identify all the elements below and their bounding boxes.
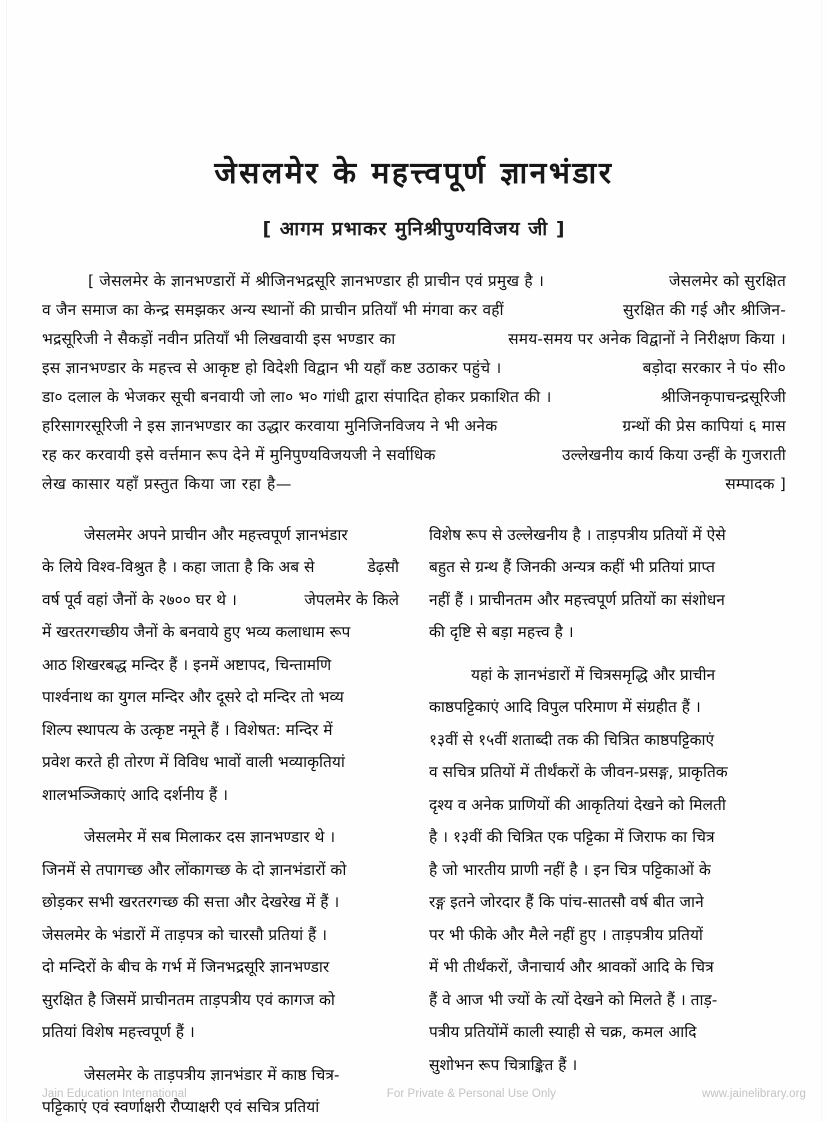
body-line [429,886,786,919]
body-line [42,714,399,747]
body-line [429,756,786,789]
line-text: जेसलमेर के भंडारों में ताड़पत्र को चारसौ प्रतियां हैं । [42,925,328,944]
line-text: दृश्य व अनेक प्राणियों की आकृतियां देखने को मिलती [429,795,726,814]
line-text-tail: डेढ़सौ [367,558,399,576]
line-text-tail: सुरक्षित की गई और श्रीजिन- [622,300,786,319]
body-column-left [42,519,399,1122]
page-title: जेसलमेर के महत्त्वपूर्ण ज्ञानभंडार [214,156,614,191]
right-column-paragraph [429,659,786,1082]
line-text-tail: बड़ोदा सरकार ने पं० सी० [642,358,786,377]
body-line [429,919,786,952]
line-text: शिल्प स्थापत्य के उत्कृष्ट नमूने हैं । विशेषत: मन्दिर में [42,720,333,739]
line-text: पट्टिकाएं एवं स्वर्णाक्षरी रौप्याक्षरी एवं सचित्र प्रतियां [42,1098,320,1116]
body-line [42,519,399,552]
body-line [42,779,399,812]
line-text: डा० दलाल के भेजकर सूची बनवायी जो ला० भ० गांधी द्वारा संपादित होकर प्रकाशित की । [42,387,552,406]
left-column-paragraph [42,519,399,812]
body-line [42,854,399,887]
editor-note-line [42,470,786,499]
body-line [42,821,399,854]
footer-usage-notice: For Private & Personal Use Only [386,1088,556,1100]
body-line [42,919,399,952]
editor-note-line [42,383,786,412]
body-line [42,746,399,779]
line-text: आठ शिखरबद्ध मन्दिर हैं । इनमें अष्टापद, चिन्तामणि [42,655,332,674]
body-line [42,1059,399,1092]
body-line [42,551,399,584]
line-text: पत्रीय प्रतियोंमें काली स्याही से चक्र, कमल आदि [429,1023,697,1041]
line-text-tail: उल्लेखनीय कार्य किया उन्हीं के गुजराती [561,445,786,464]
line-text: बहुत से ग्रन्थ हैं जिनकी अन्यत्र कहीं भी प्रतियां प्राप्त [429,558,715,576]
line-text: प्रतियां विशेष महत्त्वपूर्ण हैं । [42,1023,195,1041]
footer-website[interactable]: www.jainelibrary.org [701,1088,806,1100]
line-text: १३वीं से १५वीं शताब्दी तक की चित्रित काष्ठपट्टिकाएं [429,730,715,749]
page-subtitle-author: [ आगम प्रभाकर मुनिश्रीपुण्यविजय जी ] [262,217,566,240]
line-text-tail: सम्पादक ] [725,474,786,493]
line-text: भद्रसूरिजी ने सैकड़ों नवीन प्रतियाँ भी लिखवायी इस भण्डार का [42,329,396,348]
line-text-tail: समय-समय पर अनेक विद्वानों ने निरीक्षण किया । [508,329,786,348]
editor-note-line [42,325,786,354]
line-text: व जैन समाज का केन्द्र समझकर अन्य स्थानों की प्राचीन प्रतियाँ भी मंगवा कर वहीं [42,300,504,319]
body-line [42,584,399,617]
line-text: व सचित्र प्रतियों में तीर्थंकरों के जीवन-प्रसङ्ग, प्राकृतिक [429,763,728,781]
line-text: हैं वे आज भी ज्यों के त्यों देखने को मिलते हैं । ताड़- [429,990,718,1009]
line-text: जेसलमेर में सब मिलाकर दस ज्ञानभण्डार थे । [84,828,336,846]
line-text: विशेष रूप से उल्लेखनीय है । ताड़पत्रीय प्रतियों में ऐसे [429,525,726,544]
line-text: प्रवेश करते ही तोरण में विविध भावों वाली भव्याकृतियां [42,753,345,771]
body-line [42,649,399,682]
line-text: शालभञ्जिकाएं आदि दर्शनीय हैं । [42,785,228,804]
body-line [429,984,786,1017]
left-column-paragraph [42,821,399,1049]
body-line [429,551,786,584]
line-text: पार्श्वनाथ का युगल मन्दिर और दूसरे दो मन्दिर तो भव्य [42,688,344,706]
body-line [429,1049,786,1082]
page-footer [42,1088,806,1100]
page-content [42,0,786,1122]
body-line [42,886,399,919]
line-text: है । १३वीं की चित्रित एक पट्टिका में जिराफ का चित्र [429,828,715,846]
right-column-paragraph [429,519,786,649]
line-text: हरिसागरसूरिजी ने इस ज्ञानभण्डार का उद्धार करवाया मुनिजिनविजय ने भी अनेक [42,416,498,435]
footer-publisher: Jain Education International [42,1088,187,1100]
body-line [42,681,399,714]
line-text: के लिये विश्व-विश्रुत है । कहा जाता है कि अब से [42,558,315,576]
line-text: पर भी फीके और मैले नहीं हुए । ताड़पत्रीय प्रतियों [429,925,703,944]
line-text-tail: जेपलमेर के किले [304,590,399,609]
line-text-tail: जेसलमेर को सुरक्षित [668,271,786,290]
line-text: काष्ठपट्टिकाएं आदि विपुल परिमाण में संग्रहीत हैं । [429,698,701,716]
editor-note-line [42,267,786,296]
body-line [429,724,786,757]
editor-note-line [42,441,786,470]
line-text: वर्ष पूर्व वहां जैनों के २७०० घर थे । [42,590,237,609]
line-text: में खरतरगच्छीय जैनों के बनवाये हुए भव्य कलाधाम रूप [42,623,351,641]
line-text: लेख कासार यहाँ प्रस्तुत किया जा रहा है— [42,474,292,493]
line-text: इस ज्ञानभण्डार के महत्त्व से आकृष्ट हो विदेशी विद्वान भी यहाँ कष्ट उठाकर पहुंचे । [42,358,502,377]
editor-note-line [42,412,786,441]
line-text: जेसलमेर अपने प्राचीन और महत्त्वपूर्ण ज्ञानभंडार [84,525,348,544]
line-text: यहां के ज्ञानभंडारों में चित्रसमृद्धि और प्राचीन [471,665,716,684]
body-line [429,659,786,692]
line-text: [ जेसलमेर के ज्ञानभण्डारों में श्रीजिनभद्रसूरि ज्ञानभण्डार ही प्राचीन एवं प्रमुख है । [88,271,545,290]
body-line [42,984,399,1017]
line-text: जिनमें से तपागच्छ और लोंकागच्छ के दो ज्ञानभंडारों को [42,860,347,879]
scan-edge-right [821,0,822,1122]
body-line [429,821,786,854]
body-line [429,789,786,822]
line-text: दो मन्दिरों के बीच के गर्भ में जिनभद्रसूरि ज्ञानभण्डार [42,958,330,976]
editor-note-paragraph [42,267,786,499]
body-column-right [429,519,786,1122]
line-text-tail: श्रीजिनकृपाचन्द्रसूरिजी [660,387,786,406]
line-text: सुशोभन रूप चित्राङ्कित हैं । [429,1055,578,1074]
body-line [429,519,786,552]
line-text: छोड़कर सभी खरतरगच्छ की सत्ता और देखरेख में हैं । [42,893,340,911]
body-line [429,1016,786,1049]
body-line [429,691,786,724]
line-text: जेसलमेर के ताड़पत्रीय ज्ञानभंडार में काष्ठ चित्र- [84,1065,340,1084]
editor-note-line [42,354,786,383]
body-line [429,854,786,887]
line-text: सुरक्षित है जिसमें प्राचीनतम ताड़पत्रीय एवं कागज को [42,990,335,1009]
line-text: नहीं हैं । प्राचीनतम और महत्त्वपूर्ण प्रतियों का संशोधन [429,590,725,609]
body-line [429,584,786,617]
editor-note-line [42,296,786,325]
two-column-body [42,519,786,1122]
line-text: रङ्ग इतने जोरदार हैं कि पांच-सातसौ वर्ष बीत जाने [429,893,704,911]
body-line [429,616,786,649]
line-text: रह कर करवायी इसे वर्त्तमान रूप देने में मुनिपुण्यविजयजी ने सर्वाधिक [42,445,436,464]
line-text-tail: ग्रन्थों की प्रेस कापियां ६ मास [622,416,786,435]
body-line [42,1016,399,1049]
body-line [429,951,786,984]
line-text: की दृष्टि से बड़ा महत्त्व है । [429,623,574,641]
line-text: में भी तीर्थंकरों, जैनाचार्य और श्रावकों आदि के चित्र [429,958,714,976]
body-line [42,951,399,984]
body-line [42,616,399,649]
scan-edge-left [6,0,7,1122]
line-text: है जो भारतीय प्राणी नहीं है । इन चित्र पट्टिकाओं के [429,860,711,879]
